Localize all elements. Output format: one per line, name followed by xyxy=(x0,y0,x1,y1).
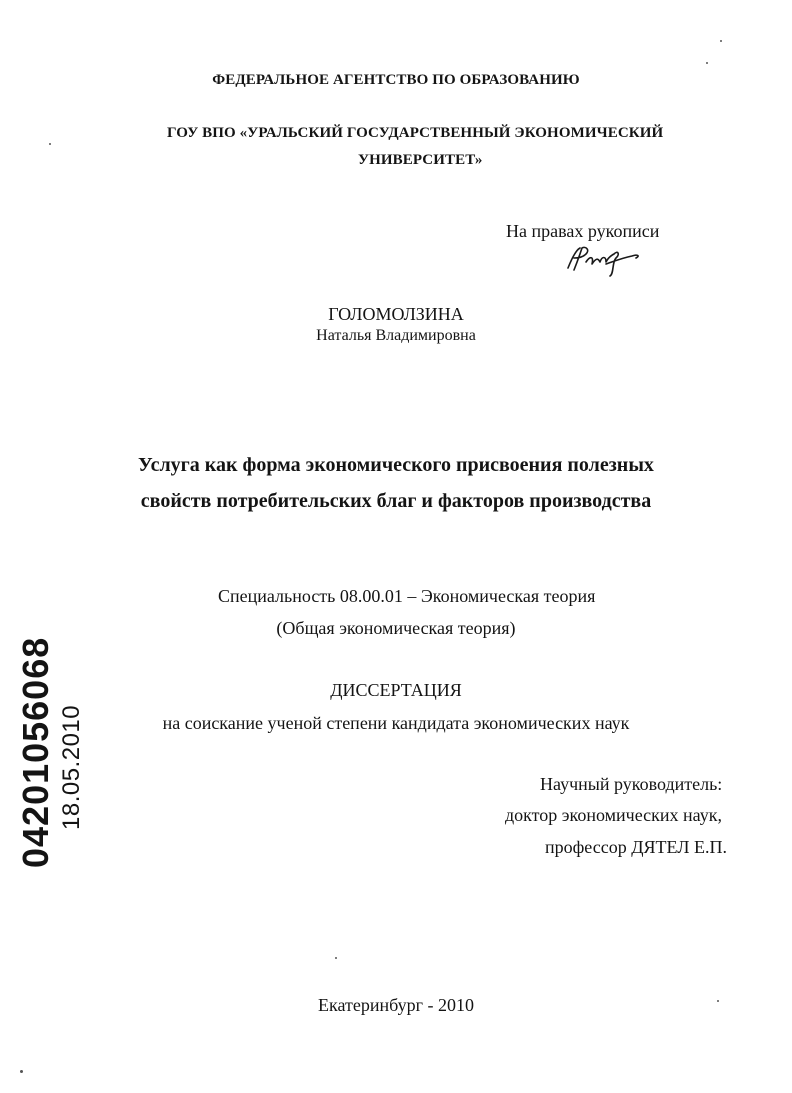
university-line-1: ГОУ ВПО «УРАЛЬСКИЙ ГОСУДАРСТВЕННЫЙ ЭКОНОМИЧЕСКИЙ xyxy=(167,125,664,141)
scan-speck xyxy=(706,62,708,64)
specialty-line-1: Специальность 08.00.01 – Экономическая теория xyxy=(218,586,596,606)
agency-heading: ФЕДЕРАЛЬНОЕ АГЕНТСТВО ПО ОБРАЗОВАНИЮ xyxy=(212,72,580,88)
signature-image xyxy=(560,240,650,280)
scan-speck xyxy=(717,1000,719,1002)
dissertation-title-line-2: свойств потребительских благ и факторов производства xyxy=(140,490,652,512)
supervisor-degree: доктор экономических наук, xyxy=(505,805,722,825)
scan-speck xyxy=(20,1070,23,1073)
dissertation-title-line-1: Услуга как форма экономического присвоения полезных xyxy=(138,454,654,476)
author-surname: ГОЛОМОЛЗИНА xyxy=(328,304,464,324)
scan-speck xyxy=(49,143,51,145)
supervisor-label: Научный руководитель: xyxy=(540,774,723,794)
scan-speck xyxy=(335,957,337,959)
work-type-heading: ДИССЕРТАЦИЯ xyxy=(330,680,462,700)
stamp-date: 18.05.2010 xyxy=(58,704,85,830)
work-type-purpose: на соискание ученой степени кандидата экономических наук xyxy=(162,713,630,733)
manuscript-note: На правах рукописи xyxy=(506,221,660,241)
supervisor-name: профессор ДЯТЕЛ Е.П. xyxy=(545,837,727,857)
stamp-number: 04201056068 xyxy=(15,636,56,868)
specialty-line-2: (Общая экономическая теория) xyxy=(276,618,516,638)
scan-speck xyxy=(720,40,722,42)
author-given-names: Наталья Владимировна xyxy=(316,327,476,344)
university-line-2: УНИВЕРСИТЕТ» xyxy=(358,152,483,168)
city-year: Екатеринбург - 2010 xyxy=(318,995,474,1015)
